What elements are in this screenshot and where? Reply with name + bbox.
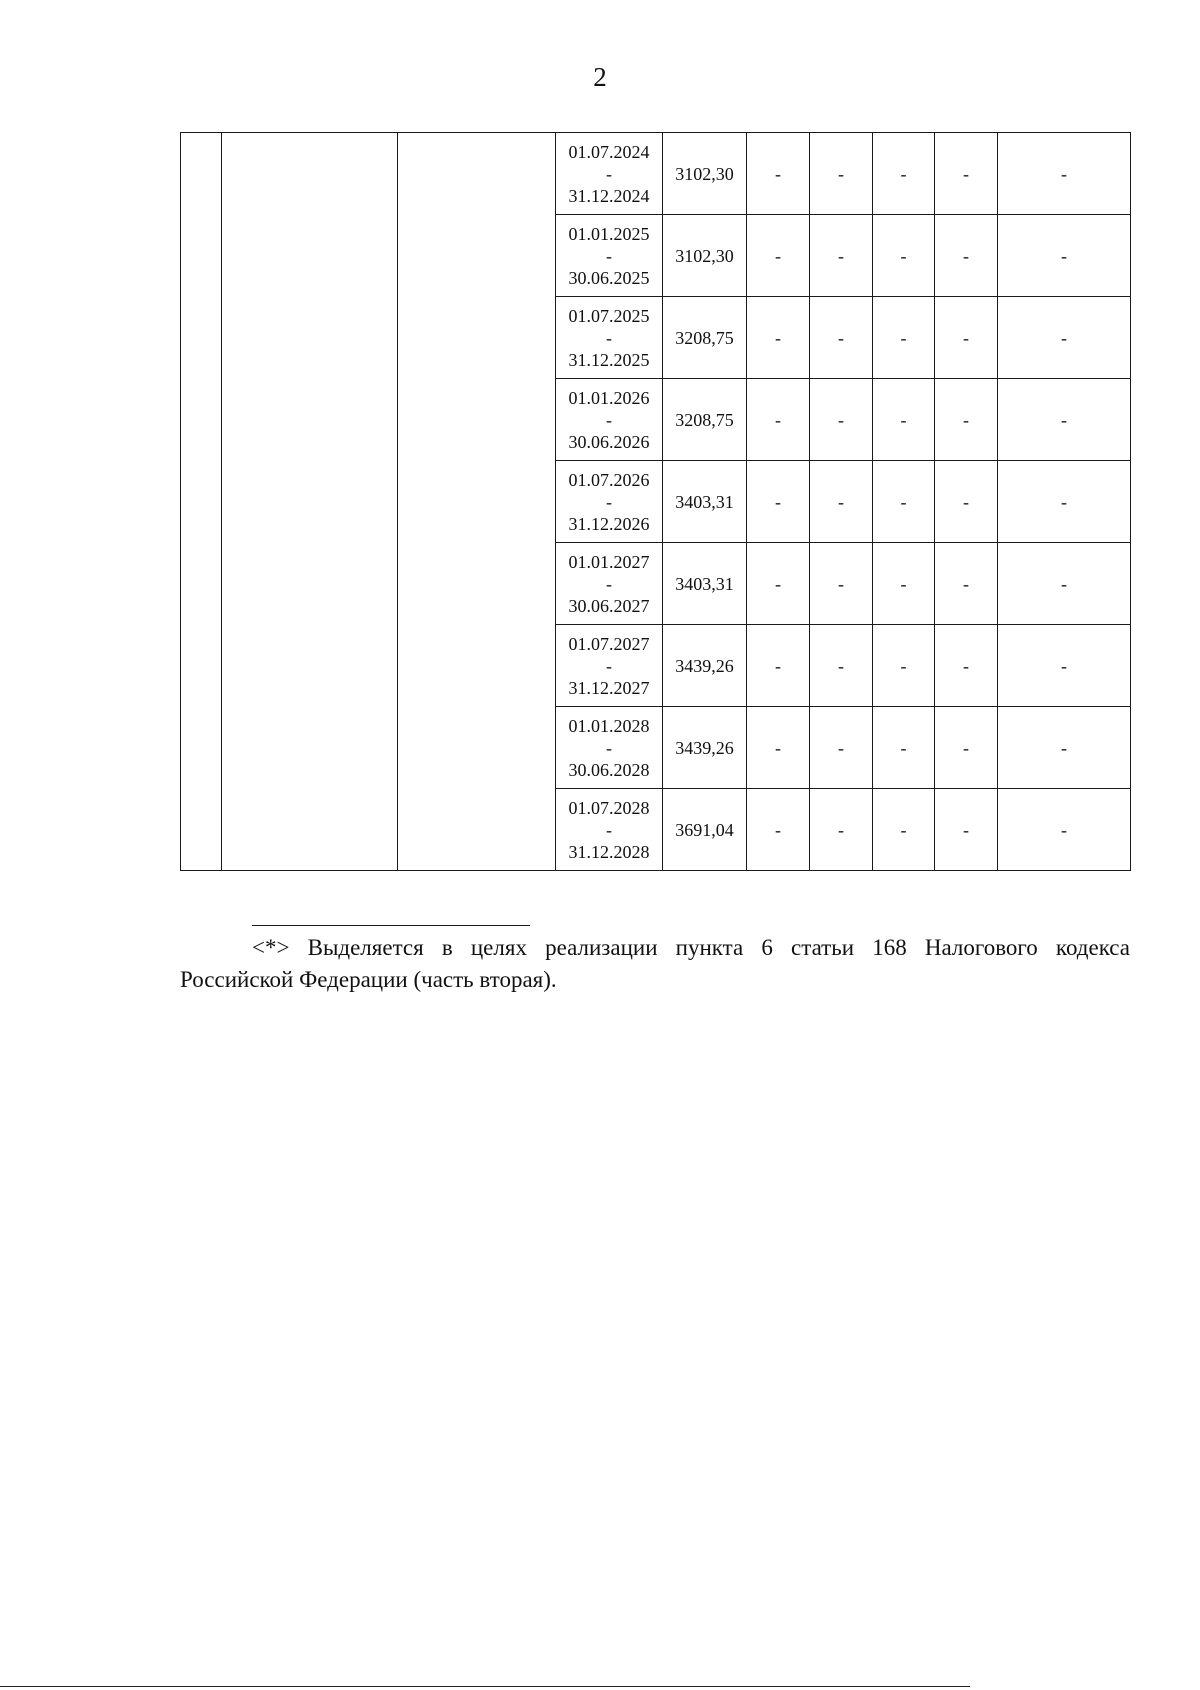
empty-value-5: - [998, 297, 1131, 379]
empty-value-5: - [998, 707, 1131, 789]
page-bottom-rule [0, 1686, 970, 1687]
empty-value-4: - [935, 215, 998, 297]
period-cell [556, 379, 663, 461]
empty-value-5: - [998, 379, 1131, 461]
empty-value-4: - [935, 461, 998, 543]
empty-value-5: - [998, 789, 1131, 871]
period-cell [556, 215, 663, 297]
period-start: 01.07.2027 [568, 633, 650, 654]
empty-value-2: - [810, 379, 873, 461]
empty-value-1: - [747, 379, 810, 461]
tariff-value: 3439,26 [663, 707, 747, 789]
empty-value-4: - [935, 789, 998, 871]
empty-value-3: - [873, 543, 935, 625]
tariff-value: 3439,26 [663, 625, 747, 707]
period-separator: - [606, 491, 612, 512]
period-end: 31.12.2026 [568, 513, 650, 534]
empty-value-3: - [873, 379, 935, 461]
tariff-table [180, 132, 1131, 871]
tariff-value: 3403,31 [663, 461, 747, 543]
period-start: 01.07.2025 [568, 305, 650, 326]
tariff-value: 3691,04 [663, 789, 747, 871]
period-start: 01.01.2025 [568, 223, 650, 244]
tariff-value: 3208,75 [663, 379, 747, 461]
empty-value-2: - [810, 461, 873, 543]
empty-value-3: - [873, 707, 935, 789]
empty-value-1: - [747, 133, 810, 215]
period-start: 01.07.2028 [568, 797, 650, 818]
period-cell [556, 543, 663, 625]
empty-value-1: - [747, 707, 810, 789]
empty-value-2: - [810, 133, 873, 215]
period-start: 01.01.2028 [568, 715, 650, 736]
period-separator: - [606, 819, 612, 840]
period-start: 01.01.2026 [568, 387, 650, 408]
table-row [181, 133, 1131, 215]
empty-value-3: - [873, 133, 935, 215]
empty-value-1: - [747, 215, 810, 297]
period-cell [556, 461, 663, 543]
empty-value-5: - [998, 461, 1131, 543]
empty-value-1: - [747, 789, 810, 871]
period-start: 01.07.2026 [568, 469, 650, 490]
period-cell [556, 707, 663, 789]
empty-value-3: - [873, 625, 935, 707]
period-end: 30.06.2025 [568, 267, 650, 288]
period-separator: - [606, 163, 612, 184]
period-cell [556, 625, 663, 707]
empty-value-2: - [810, 215, 873, 297]
empty-value-1: - [747, 297, 810, 379]
empty-value-2: - [810, 789, 873, 871]
empty-value-4: - [935, 625, 998, 707]
empty-value-5: - [998, 215, 1131, 297]
footnote-divider [252, 925, 530, 926]
empty-value-1: - [747, 625, 810, 707]
empty-value-5: - [998, 543, 1131, 625]
footnote-line-1: <*> Выделяется в целях реализации пункта 6 статьи 168 Налогового кодекса [252, 935, 1130, 960]
table-body [181, 133, 1131, 871]
tariff-value: 3102,30 [663, 215, 747, 297]
tariff-value: 3403,31 [663, 543, 747, 625]
period-start: 01.07.2024 [568, 141, 650, 162]
empty-value-1: - [747, 461, 810, 543]
period-end: 30.06.2027 [568, 595, 650, 616]
empty-value-1: - [747, 543, 810, 625]
footnote-line-2: Российской Федерации (часть вторая). [180, 967, 557, 992]
period-cell [556, 133, 663, 215]
empty-value-2: - [810, 297, 873, 379]
period-end: 30.06.2028 [568, 759, 650, 780]
period-cell [556, 297, 663, 379]
empty-value-4: - [935, 543, 998, 625]
empty-value-3: - [873, 461, 935, 543]
period-start: 01.01.2027 [568, 551, 650, 572]
empty-value-4: - [935, 707, 998, 789]
period-separator: - [606, 327, 612, 348]
empty-value-2: - [810, 625, 873, 707]
period-end: 31.12.2027 [568, 677, 650, 698]
period-end: 31.12.2024 [568, 185, 650, 206]
empty-value-4: - [935, 133, 998, 215]
row-number-cell [181, 133, 222, 871]
tariff-value: 3208,75 [663, 297, 747, 379]
period-cell [556, 789, 663, 871]
empty-value-3: - [873, 789, 935, 871]
empty-value-3: - [873, 297, 935, 379]
empty-value-2: - [810, 707, 873, 789]
period-end: 31.12.2025 [568, 349, 650, 370]
period-end: 30.06.2026 [568, 431, 650, 452]
empty-value-3: - [873, 215, 935, 297]
period-separator: - [606, 737, 612, 758]
period-separator: - [606, 655, 612, 676]
period-separator: - [606, 245, 612, 266]
page-number: 2 [593, 62, 607, 92]
empty-value-5: - [998, 133, 1131, 215]
period-separator: - [606, 409, 612, 430]
footnote [180, 932, 1130, 996]
empty-value-4: - [935, 379, 998, 461]
organization-cell [222, 133, 398, 871]
empty-value-2: - [810, 543, 873, 625]
period-end: 31.12.2028 [568, 841, 650, 862]
period-separator: - [606, 573, 612, 594]
empty-value-5: - [998, 625, 1131, 707]
empty-value-4: - [935, 297, 998, 379]
tariff-value: 3102,30 [663, 133, 747, 215]
category-cell [398, 133, 556, 871]
